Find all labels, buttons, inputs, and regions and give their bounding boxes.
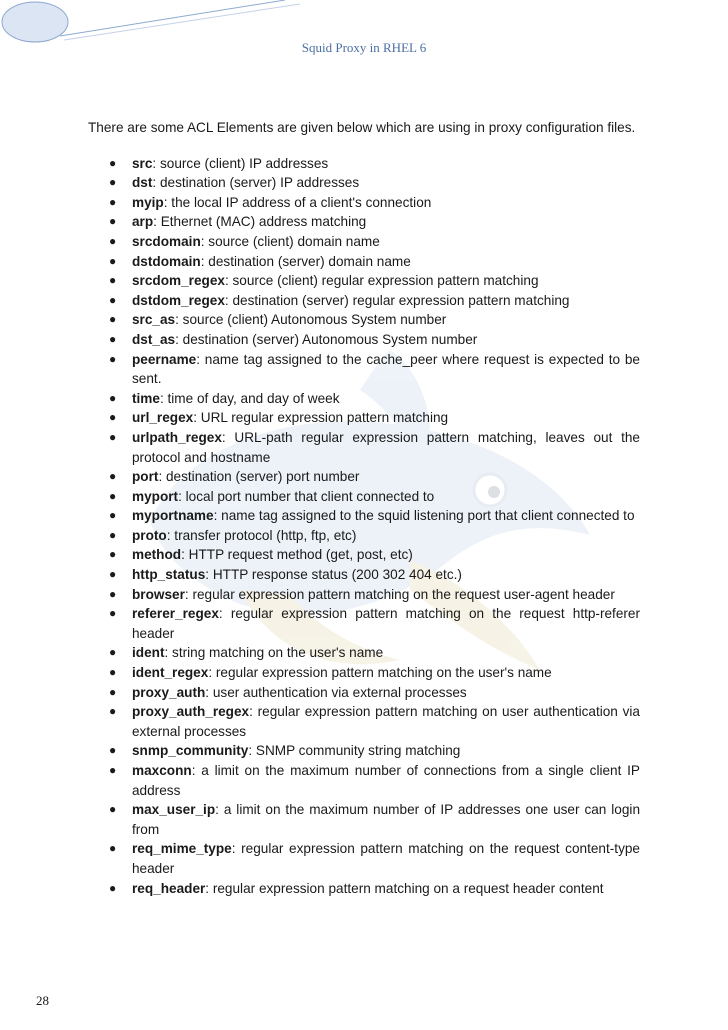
bullet-icon: ● (109, 273, 117, 288)
acl-description: : local port number that client connected to (178, 488, 435, 504)
bullet-icon: ● (109, 743, 117, 758)
list-item (88, 545, 640, 565)
acl-description: : URL-path regular expression pattern matching, leaves out the protocol and hostname (132, 429, 640, 465)
bullet-icon: ● (109, 802, 117, 817)
acl-description: : string matching on the user's name (164, 645, 384, 661)
list-item (88, 604, 640, 643)
acl-term: ident_regex (132, 665, 209, 681)
bullet-icon: ● (109, 665, 117, 680)
list-item (88, 643, 640, 663)
acl-term: proxy_auth_regex (132, 704, 250, 720)
acl-term: srcdom_regex (132, 273, 225, 289)
acl-description: : URL regular expression pattern matching (193, 410, 449, 426)
acl-term: browser (132, 586, 185, 602)
list-item (88, 761, 640, 800)
bullet-icon: ● (109, 155, 117, 170)
acl-description: : destination (server) port number (158, 469, 360, 485)
bullet-icon: ● (109, 312, 117, 327)
acl-term: urlpath_regex (132, 429, 222, 445)
acl-term: dst_as (132, 331, 176, 347)
list-item (88, 663, 640, 683)
acl-description: : Ethernet (MAC) address matching (153, 214, 367, 230)
bullet-icon: ● (109, 527, 117, 542)
list-item (88, 271, 640, 291)
list-item (88, 800, 640, 839)
bullet-icon: ● (109, 429, 117, 444)
bullet-icon: ● (109, 233, 117, 248)
acl-description: : a limit on the maximum number of IP addresses one user can login from (132, 802, 640, 837)
list-item (88, 408, 640, 428)
bullet-icon: ● (109, 880, 117, 895)
bullet-icon: ● (109, 567, 117, 582)
acl-term: dstdom_regex (132, 292, 225, 308)
acl-term: time (132, 390, 160, 406)
acl-term: src (132, 155, 153, 171)
bullet-icon: ● (109, 684, 117, 699)
bullet-icon: ● (109, 410, 117, 425)
acl-term: max_user_ip (132, 802, 216, 818)
list-item (88, 173, 640, 193)
acl-description: : a limit on the maximum number of connections from a single client IP address (132, 763, 640, 798)
intro-paragraph: There are some ACL Elements are given below which are using in proxy configuration files. (88, 120, 636, 135)
acl-description: : name tag assigned to the cache_peer where request is expected to be sent. (132, 351, 640, 387)
list-item (88, 526, 640, 546)
bullet-icon: ● (109, 547, 117, 562)
acl-description: : transfer protocol (http, ftp, etc) (166, 527, 357, 543)
acl-term: dst (132, 175, 153, 191)
list-item (88, 565, 640, 585)
list-item (88, 291, 640, 311)
list-item (88, 330, 640, 350)
bullet-icon: ● (109, 175, 117, 190)
bullet-icon: ● (109, 704, 117, 719)
acl-term: myportname (132, 508, 214, 524)
acl-term: req_header (132, 880, 206, 896)
acl-description: : regular expression pattern matching on the user's name (208, 665, 552, 681)
bullet-icon: ● (109, 214, 117, 229)
list-item (88, 252, 640, 272)
list-item (88, 350, 640, 389)
list-item (88, 232, 640, 252)
list-item (88, 683, 640, 703)
acl-term: req_mime_type (132, 841, 232, 857)
acl-term: maxconn (132, 763, 192, 778)
list-item (88, 585, 640, 605)
list-item (88, 310, 640, 330)
acl-description: : user authentication via external processes (205, 684, 467, 700)
list-item (88, 212, 640, 232)
list-item (88, 193, 640, 213)
acl-term: myport (132, 488, 179, 504)
list-item (88, 428, 640, 467)
acl-description: : HTTP request method (get, post, etc) (181, 547, 413, 563)
bullet-icon: ● (109, 508, 117, 523)
acl-description: : regular expression pattern matching on a request header content (205, 880, 604, 896)
acl-description: : SNMP community string matching (248, 743, 461, 759)
list-item (88, 154, 640, 174)
bullet-icon: ● (109, 488, 117, 503)
acl-term: port (132, 469, 159, 485)
acl-description: : HTTP response status (200 302 404 etc.) (205, 567, 462, 583)
page-number: 28 (36, 993, 49, 1008)
acl-term: url_regex (132, 410, 194, 426)
acl-description: : source (client) IP addresses (152, 155, 329, 171)
bullet-icon: ● (109, 469, 117, 484)
acl-term: src_as (132, 312, 176, 328)
page-content (88, 118, 640, 898)
bullet-icon: ● (109, 645, 117, 660)
acl-description: : regular expression pattern matching on the request user-agent header (184, 586, 615, 602)
acl-term: snmp_community (132, 743, 249, 759)
acl-description: : destination (server) domain name (200, 253, 411, 269)
running-header: Squid Proxy in RHEL 6 (301, 40, 427, 55)
acl-term: arp (132, 214, 154, 230)
acl-term: method (132, 547, 182, 563)
list-item (88, 741, 640, 761)
list-item (88, 487, 640, 507)
bullet-icon: ● (109, 194, 117, 209)
acl-description: : destination (server) Autonomous System number (175, 331, 478, 347)
acl-description: : time of day, and day of week (159, 390, 340, 406)
list-item (88, 506, 640, 526)
bullet-icon: ● (109, 390, 117, 405)
list-item (88, 879, 640, 899)
list-item (88, 839, 640, 878)
acl-term: proto (132, 527, 167, 543)
list-item (88, 702, 640, 741)
acl-description: : regular expression pattern matching on the request content-type header (132, 841, 640, 876)
acl-description: : regular expression pattern matching on user authentication via external processes (132, 704, 640, 739)
acl-description: : destination (server) IP addresses (152, 175, 360, 191)
acl-term: ident (132, 645, 165, 661)
bullet-icon: ● (109, 606, 117, 621)
acl-description: : source (client) domain name (200, 233, 380, 249)
acl-term: peername (132, 351, 197, 367)
bullet-icon: ● (109, 253, 117, 268)
bullet-icon: ● (109, 586, 117, 601)
acl-description: : regular expression pattern matching on the request http-referer header (132, 606, 640, 641)
bullet-icon: ● (109, 763, 117, 777)
acl-description: : source (client) Autonomous System number (175, 312, 447, 328)
bullet-icon: ● (109, 331, 117, 346)
acl-element-list (88, 154, 640, 899)
acl-term: http_status (132, 567, 206, 583)
acl-description: : source (client) regular expression pattern matching (224, 273, 539, 289)
acl-term: proxy_auth (132, 684, 206, 700)
acl-description: : destination (server) regular expression pattern matching (224, 292, 570, 308)
acl-term: myip (132, 194, 164, 210)
bullet-icon: ● (109, 841, 117, 856)
acl-term: dstdomain (132, 253, 201, 269)
bullet-icon: ● (109, 292, 117, 307)
acl-description: : the local IP address of a client's connection (163, 194, 432, 210)
acl-description: : name tag assigned to the squid listening port that client connected to (213, 508, 635, 524)
list-item (88, 467, 640, 487)
list-item (88, 389, 640, 409)
acl-term: srcdomain (132, 233, 201, 249)
bullet-icon: ● (109, 351, 117, 366)
acl-term: referer_regex (132, 606, 219, 622)
